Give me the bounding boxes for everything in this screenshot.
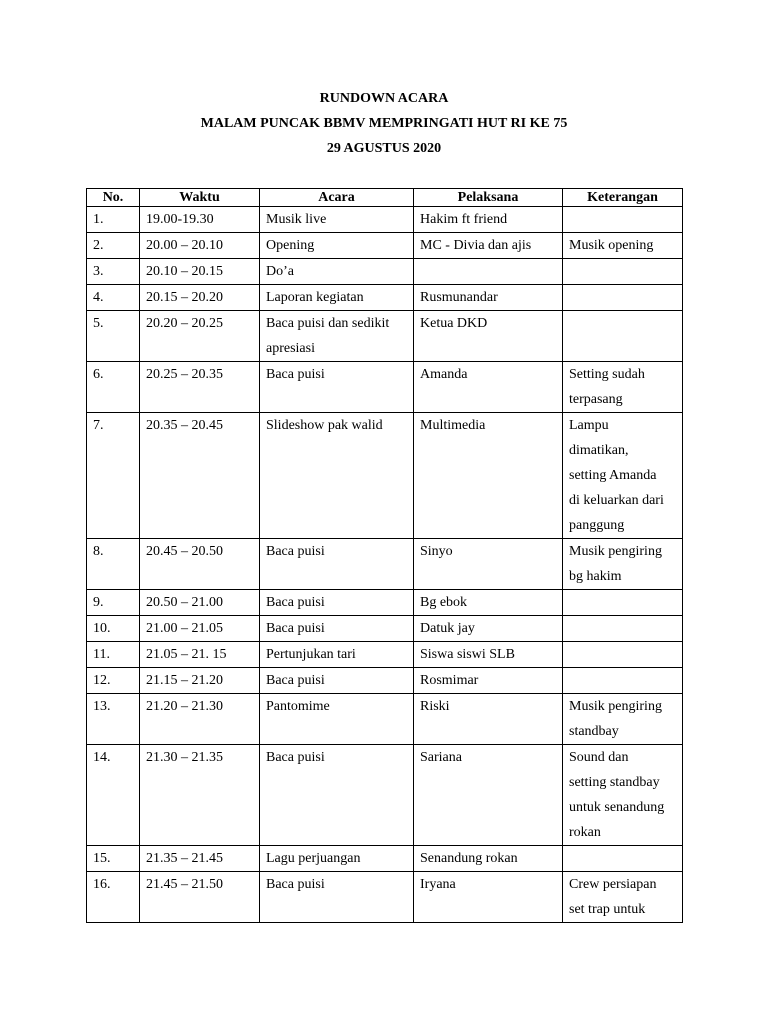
cell-no: 16. — [87, 872, 140, 923]
cell-keterangan: Crew persiapan set trap untuk — [563, 872, 683, 923]
cell-acara: Baca puisi — [260, 590, 414, 616]
cell-pelaksana: Bg ebok — [414, 590, 563, 616]
table-row — [87, 233, 683, 259]
cell-acara: Laporan kegiatan — [260, 285, 414, 311]
cell-pelaksana: MC - Divia dan ajis — [414, 233, 563, 259]
cell-no: 5. — [87, 311, 140, 362]
cell-waktu: 21.30 – 21.35 — [140, 745, 260, 846]
cell-pelaksana — [414, 259, 563, 285]
cell-pelaksana: Sinyo — [414, 539, 563, 590]
cell-keterangan — [563, 285, 683, 311]
cell-acara: Baca puisi — [260, 539, 414, 590]
table-row — [87, 694, 683, 745]
column-header-keterangan: Keterangan — [563, 189, 683, 207]
cell-acara: Lagu perjuangan — [260, 846, 414, 872]
cell-keterangan — [563, 311, 683, 362]
cell-acara: Baca puisi dan sedikit apresiasi — [260, 311, 414, 362]
cell-no: 15. — [87, 846, 140, 872]
cell-pelaksana: Multimedia — [414, 413, 563, 539]
cell-no: 9. — [87, 590, 140, 616]
cell-waktu: 20.45 – 20.50 — [140, 539, 260, 590]
table-row — [87, 872, 683, 923]
cell-acara: Baca puisi — [260, 745, 414, 846]
title-line-3: 29 AGUSTUS 2020 — [326, 141, 442, 156]
cell-waktu: 21.00 – 21.05 — [140, 616, 260, 642]
table-row — [87, 539, 683, 590]
document-header — [0, 86, 768, 161]
cell-waktu: 19.00-19.30 — [140, 207, 260, 233]
cell-keterangan — [563, 642, 683, 668]
cell-acara: Slideshow pak walid — [260, 413, 414, 539]
cell-waktu: 20.50 – 21.00 — [140, 590, 260, 616]
cell-waktu: 21.15 – 21.20 — [140, 668, 260, 694]
title-line-1: RUNDOWN ACARA — [319, 91, 449, 106]
cell-acara: Baca puisi — [260, 668, 414, 694]
cell-waktu: 20.10 – 20.15 — [140, 259, 260, 285]
column-header-no: No. — [87, 189, 140, 207]
cell-pelaksana: Senandung rokan — [414, 846, 563, 872]
cell-keterangan: Lampu dimatikan, setting Amanda di keluarkan dari panggung — [563, 413, 683, 539]
cell-waktu: 21.45 – 21.50 — [140, 872, 260, 923]
cell-waktu: 21.35 – 21.45 — [140, 846, 260, 872]
cell-no: 11. — [87, 642, 140, 668]
cell-keterangan — [563, 259, 683, 285]
cell-no: 3. — [87, 259, 140, 285]
rundown-table — [86, 188, 683, 923]
cell-acara: Pertunjukan tari — [260, 642, 414, 668]
cell-keterangan — [563, 616, 683, 642]
table-row — [87, 311, 683, 362]
table-row — [87, 590, 683, 616]
cell-no: 12. — [87, 668, 140, 694]
cell-waktu: 21.20 – 21.30 — [140, 694, 260, 745]
cell-no: 10. — [87, 616, 140, 642]
cell-pelaksana: Hakim ft friend — [414, 207, 563, 233]
cell-waktu: 20.25 – 20.35 — [140, 362, 260, 413]
cell-waktu: 20.00 – 20.10 — [140, 233, 260, 259]
cell-acara: Baca puisi — [260, 616, 414, 642]
cell-pelaksana: Ketua DKD — [414, 311, 563, 362]
cell-no: 13. — [87, 694, 140, 745]
cell-no: 6. — [87, 362, 140, 413]
cell-pelaksana: Datuk jay — [414, 616, 563, 642]
table-row — [87, 207, 683, 233]
cell-no: 4. — [87, 285, 140, 311]
cell-no: 7. — [87, 413, 140, 539]
cell-keterangan — [563, 846, 683, 872]
cell-waktu: 20.35 – 20.45 — [140, 413, 260, 539]
cell-keterangan: Setting sudah terpasang — [563, 362, 683, 413]
cell-keterangan — [563, 207, 683, 233]
column-header-acara: Acara — [260, 189, 414, 207]
cell-acara: Baca puisi — [260, 362, 414, 413]
table-row — [87, 668, 683, 694]
cell-acara: Baca puisi — [260, 872, 414, 923]
cell-waktu: 21.05 – 21. 15 — [140, 642, 260, 668]
cell-waktu: 20.15 – 20.20 — [140, 285, 260, 311]
table-body — [87, 207, 683, 923]
cell-pelaksana: Sariana — [414, 745, 563, 846]
table-header-row — [87, 189, 683, 207]
cell-keterangan: Musik pengiring standbay — [563, 694, 683, 745]
table-row — [87, 616, 683, 642]
cell-acara: Do’a — [260, 259, 414, 285]
cell-keterangan: Sound dan setting standbay untuk senandung rokan — [563, 745, 683, 846]
column-header-waktu: Waktu — [140, 189, 260, 207]
table-row — [87, 846, 683, 872]
title-line-2: MALAM PUNCAK BBMV MEMPRINGATI HUT RI KE 75 — [200, 116, 568, 131]
column-header-pelaksana: Pelaksana — [414, 189, 563, 207]
cell-pelaksana: Rusmunandar — [414, 285, 563, 311]
cell-waktu: 20.20 – 20.25 — [140, 311, 260, 362]
cell-acara: Opening — [260, 233, 414, 259]
cell-pelaksana: Amanda — [414, 362, 563, 413]
cell-no: 1. — [87, 207, 140, 233]
cell-keterangan — [563, 668, 683, 694]
table-row — [87, 259, 683, 285]
cell-no: 2. — [87, 233, 140, 259]
cell-no: 8. — [87, 539, 140, 590]
cell-pelaksana: Siswa siswi SLB — [414, 642, 563, 668]
cell-keterangan: Musik pengiring bg hakim — [563, 539, 683, 590]
cell-no: 14. — [87, 745, 140, 846]
cell-pelaksana: Iryana — [414, 872, 563, 923]
cell-pelaksana: Rosmimar — [414, 668, 563, 694]
table-row — [87, 285, 683, 311]
table-row — [87, 642, 683, 668]
table-row — [87, 413, 683, 539]
table-row — [87, 745, 683, 846]
cell-keterangan — [563, 590, 683, 616]
cell-acara: Pantomime — [260, 694, 414, 745]
cell-keterangan: Musik opening — [563, 233, 683, 259]
cell-pelaksana: Riski — [414, 694, 563, 745]
table-row — [87, 362, 683, 413]
cell-acara: Musik live — [260, 207, 414, 233]
